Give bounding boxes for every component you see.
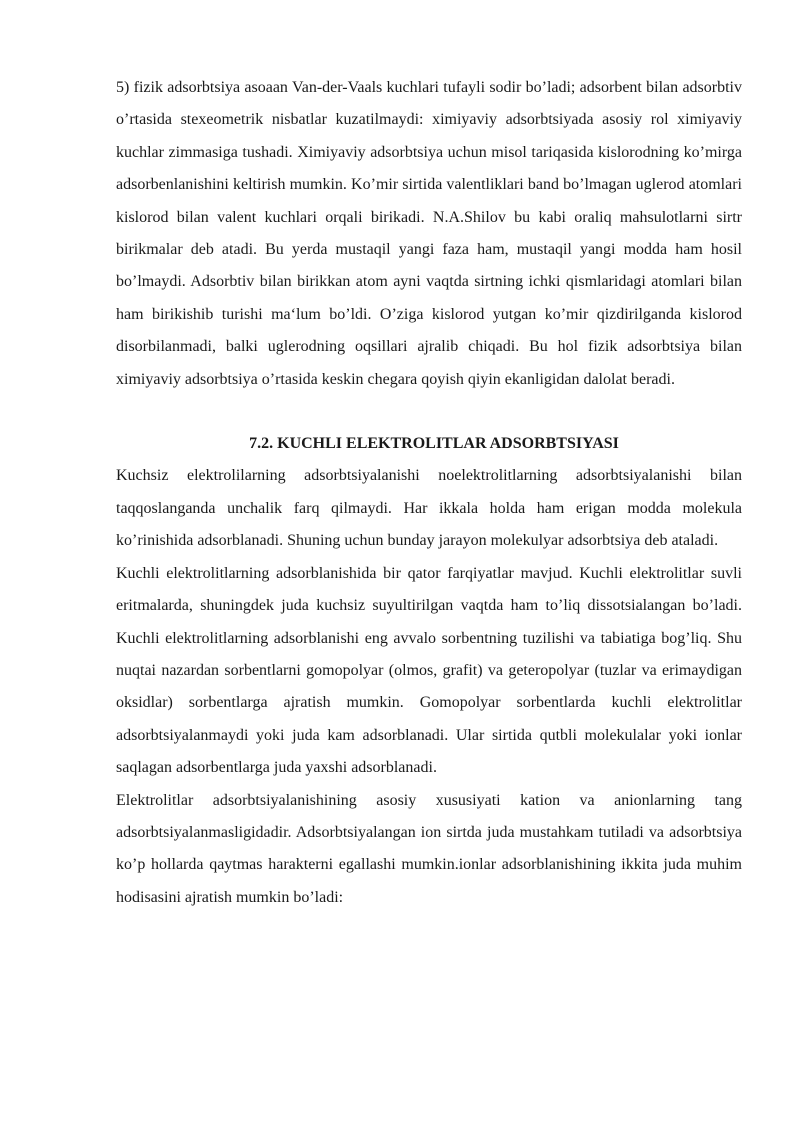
paragraph-strong-electrolytes: Kuchli elektrolitlarning adsorblanishida bir qator farqiyatlar mavjud. Kuchli elektrolitlar suvli eritmalarda, shuningdek juda kuchsiz suyultirilgan vaqtda ham to’liq dissotsialangan bo’ladi. Kuchli elektrolitlarning adsorblanishi eng avvalo sorbentning tuzilishi va tabiatiga bog’liq. Shu nuqtai nazardan sorbentlarni gomopolyar (olmos, grafit) va geteropolyar (tuzlar va erimaydigan oksidlar) sorbentlarga ajratish mumkin. Gomopolyar sorbentlarda kuchli elektrolitlar adsorbtsiyalanmaydi yoki juda kam adsorblanadi. Ular sirtida qutbli molekulalar yoki ionlar saqlagan adsorbentlarga juda yaxshi adsorblanadi. (116, 564, 742, 777)
paragraph-spacer (116, 396, 742, 428)
paragraph-ion-adsorption: Elektrolitlar adsorbtsiyalanishining asosiy xususiyati kation va anionlarning tang adsorbtsiyalanmasligidadir. Adsorbtsiyalangan ion sirtda juda mustahkam tutiladi va adsorbtsiya ko’p hollarda qaytmas harakterni egallashi mumkin.ionlar adsorblanishining ikkita juda muhim hodisasini ajratish mumkin bo’ladi: (116, 791, 742, 906)
document-page (116, 72, 742, 914)
paragraph-weak-electrolytes: Kuchsiz elektrolilarning adsorbtsiyalanishi noelektrolitlarning adsorbtsiyalanishi bilan taqqoslanganda unchalik farq qilmaydi. Har ikkala holda ham erigan modda molekula ko’rinishida adsorblanadi. Shuning uchun bunday jarayon molekulyar adsorbtsiya deb ataladi. (116, 467, 742, 550)
section-heading: 7.2. KUCHLI ELEKTROLITLAR ADSORBTSIYASI (249, 435, 619, 453)
paragraph-physical-chemical-adsorption: 5) fizik adsorbtsiya asoaan Van-der-Vaals kuchlari tufayli sodir bo’ladi; adsorbent bilan adsorbtiv o’rtasida stexeometrik nisbatlar kuzatilmaydi: ximiyaviy adsorbtsiyada asosiy rol ximiyaviy kuchlar zimmasiga tushadi. Ximiyaviy adsorbtsiya uchun misol tariqasida kislorodning ko’mirga adsorbenlanishini keltirish mumkin. Ko’mir sirtida valentliklari band bo’lmagan uglerod atomlari kislorod bilan valent kuchlari orqali birikadi. N.A.Shilov bu kabi oraliq mahsulotlarni sirtr birikmalar deb atadi. Bu yerda mustaqil yangi faza ham, mustaqil yangi modda ham hosil bo’lmaydi. Adsorbtiv bilan birikkan atom ayni vaqtda sirtning ichki qismlaridagi atomlari bilan ham birikishib turishi ma‘lum bo’ldi. O’ziga kislorod yutgan ko’mir qizdirilganda kislorod disorbilanmadi, balki uglerodning oqsillari ajralib chiqadi. Bu hol fizik adsorbtsiya bilan ximiyaviy adsorbtsiya o’rtasida keskin chegara qoyish qiyin ekanligidan dalolat beradi. (116, 79, 742, 388)
